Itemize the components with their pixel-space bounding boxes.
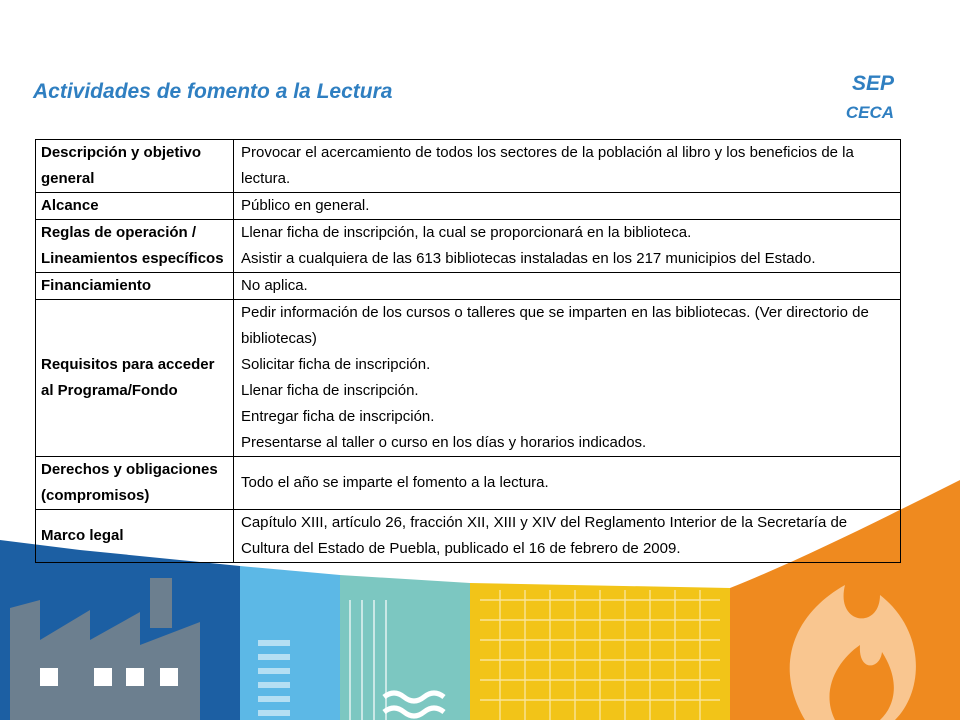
row-label: Financiamiento [36, 273, 234, 300]
row-value-line: Todo el año se imparte el fomento a la lectura. [241, 474, 549, 491]
row-label: Marco legal [36, 510, 234, 563]
table-row [36, 220, 901, 273]
page-title: Actividades de fomento a la Lectura [33, 80, 393, 103]
row-value-line: Llenar ficha de inscripción, la cual se proporcionará en la biblioteca. [241, 224, 692, 241]
row-value-line: Provocar el acercamiento de todos los sectores de la población al libro y los beneficios de la lectura. [241, 144, 854, 187]
table-row [36, 193, 901, 220]
row-value-line: Público en general. [241, 197, 370, 214]
table-row [36, 300, 901, 457]
row-value [234, 300, 901, 457]
row-value-line: No aplica. [241, 277, 308, 294]
row-label: Requisitos para acceder al Programa/Fondo [36, 300, 234, 457]
org-name-ceca: CECA [845, 103, 894, 122]
program-info-table [35, 139, 901, 563]
table-row [36, 510, 901, 563]
row-label: Reglas de operación / Lineamientos específicos [36, 220, 234, 273]
row-value-line: Asistir a cualquiera de las 613 bibliotecas instaladas en los 217 municipios del Estado. [241, 250, 816, 267]
row-label: Alcance [36, 193, 234, 220]
org-name-sep: SEP [851, 72, 894, 95]
row-value-line: Presentarse al taller o curso en los días y horarios indicados. [241, 434, 647, 451]
row-value [234, 220, 901, 273]
row-value-line: Entregar ficha de inscripción. [241, 408, 435, 425]
program-info-body [36, 140, 901, 563]
row-value [234, 273, 901, 300]
row-label: Descripción y objetivo general [36, 140, 234, 193]
row-label: Derechos y obligaciones (compromisos) [36, 457, 234, 510]
row-value [234, 193, 901, 220]
row-value-line: Capítulo XIII, artículo 26, fracción XII, XIII y XIV del Reglamento Interior de la Secretaría de Cultura del Estado de Puebla, publicado el 16 de febrero de 2009. [241, 514, 848, 557]
row-value [234, 510, 901, 563]
table-row [36, 273, 901, 300]
row-value-line: Pedir información de los cursos o talleres que se imparten en las bibliotecas. (Ver directorio de bibliotecas) [241, 304, 869, 347]
row-value-line: Llenar ficha de inscripción. [241, 382, 419, 399]
row-value-line: Solicitar ficha de inscripción. [241, 356, 431, 373]
table-row [36, 140, 901, 193]
row-value [234, 457, 901, 510]
row-value [234, 140, 901, 193]
table-row [36, 457, 901, 510]
